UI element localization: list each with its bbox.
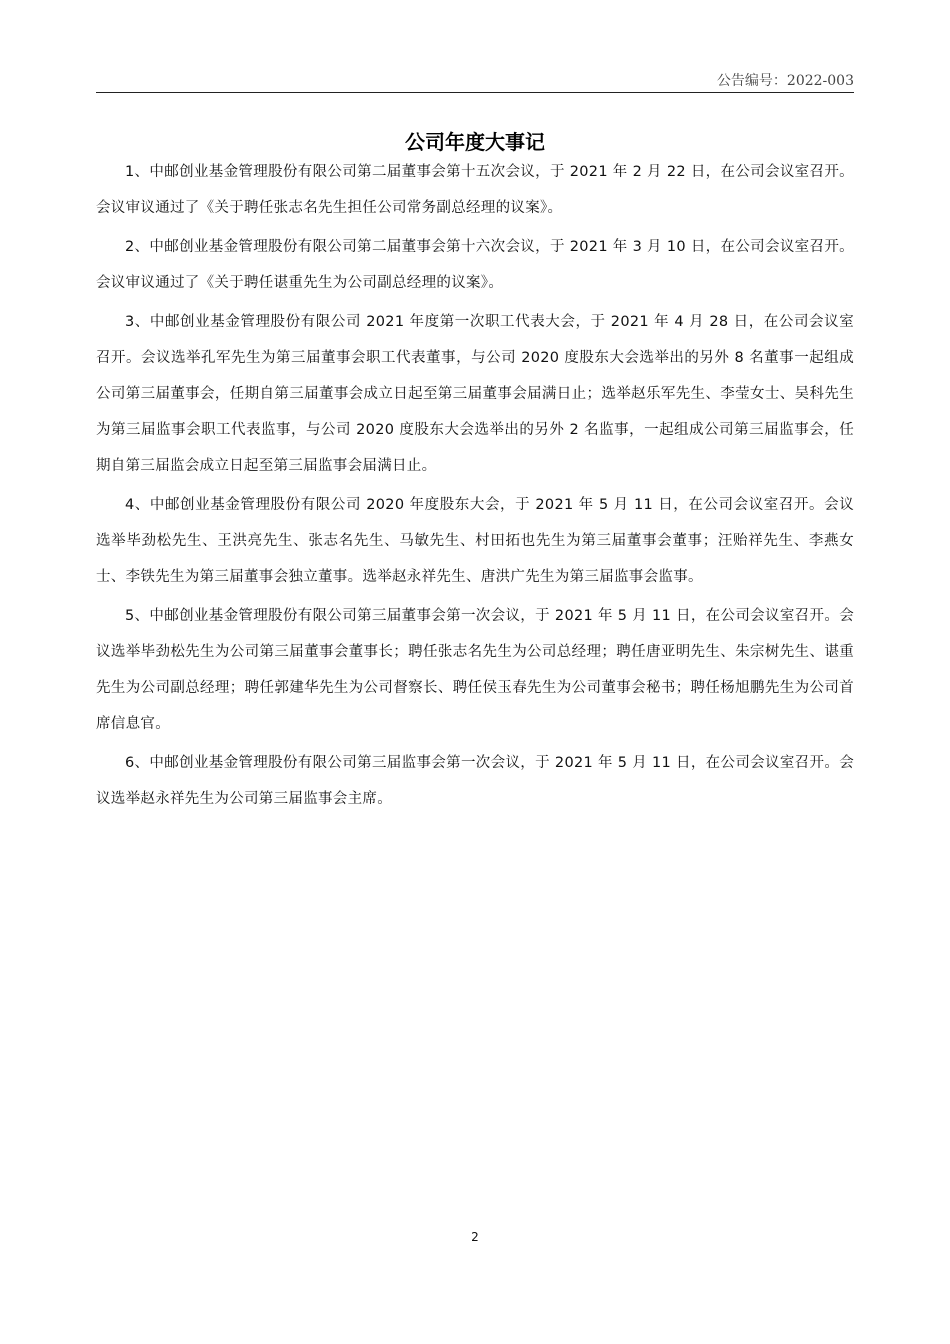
page-header bbox=[96, 68, 854, 93]
page-number: 2 bbox=[471, 1230, 479, 1244]
event-paragraph-4: 4、中邮创业基金管理股份有限公司 2020 年度股东大会，于 2021 年 5 月 11 日，在公司会议室召开。会议选举毕劲松先生、王洪亮先生、张志名先生、马敏先生、村田拓也先生为第三届董事会董事；汪贻祥先生、李燕女士、李铁先生为第三届董事会独立董事。选举赵永祥先生、唐洪广先生为第三届监事会监事。 bbox=[96, 497, 854, 585]
event-paragraph-2: 2、中邮创业基金管理股份有限公司第二届董事会第十六次会议，于 2021 年 3 月 10 日，在公司会议室召开。会议审议通过了《关于聘任谌重先生为公司副总经理的议案》。 bbox=[96, 239, 854, 291]
event-paragraph-5: 5、中邮创业基金管理股份有限公司第三届董事会第一次会议，于 2021 年 5 月 11 日，在公司会议室召开。会议选举毕劲松先生为公司第三届董事会董事长；聘任张志名先生为公司总经理；聘任唐亚明先生、朱宗树先生、谌重先生为公司副总经理；聘任郭建华先生为公司督察长、聘任侯玉春先生为公司董事会秘书；聘任杨旭鹏先生为公司首席信息官。 bbox=[96, 608, 854, 732]
document-body bbox=[96, 154, 854, 820]
event-paragraph-3: 3、中邮创业基金管理股份有限公司 2021 年度第一次职工代表大会，于 2021 年 4 月 28 日，在公司会议室召开。会议选举孔军先生为第三届董事会职工代表董事，与公司 2020 度股东大会选举出的另外 8 名董事一起组成公司第三届董事会，任期自第三届董事会成立日起至第三届董事会届满日止；选举赵乐军先生、李莹女士、吴科先生为第三届监事会职工代表监事，与公司 2020 度股东大会选举出的另外 2 名监事，一起组成公司第三届监事会，任期自第三届监会成立日起至第三届监事会届满日止。 bbox=[96, 314, 854, 474]
event-paragraph-1: 1、中邮创业基金管理股份有限公司第二届董事会第十五次会议，于 2021 年 2 月 22 日，在公司会议室召开。会议审议通过了《关于聘任张志名先生担任公司常务副总经理的议案》。 bbox=[96, 164, 854, 216]
event-paragraph-6: 6、中邮创业基金管理股份有限公司第三届监事会第一次会议，于 2021 年 5 月 11 日，在公司会议室召开。会议选举赵永祥先生为公司第三届监事会主席。 bbox=[96, 755, 854, 807]
page-title: 公司年度大事记 bbox=[405, 130, 545, 154]
announcement-number: 公告编号：2022-003 bbox=[716, 73, 854, 89]
